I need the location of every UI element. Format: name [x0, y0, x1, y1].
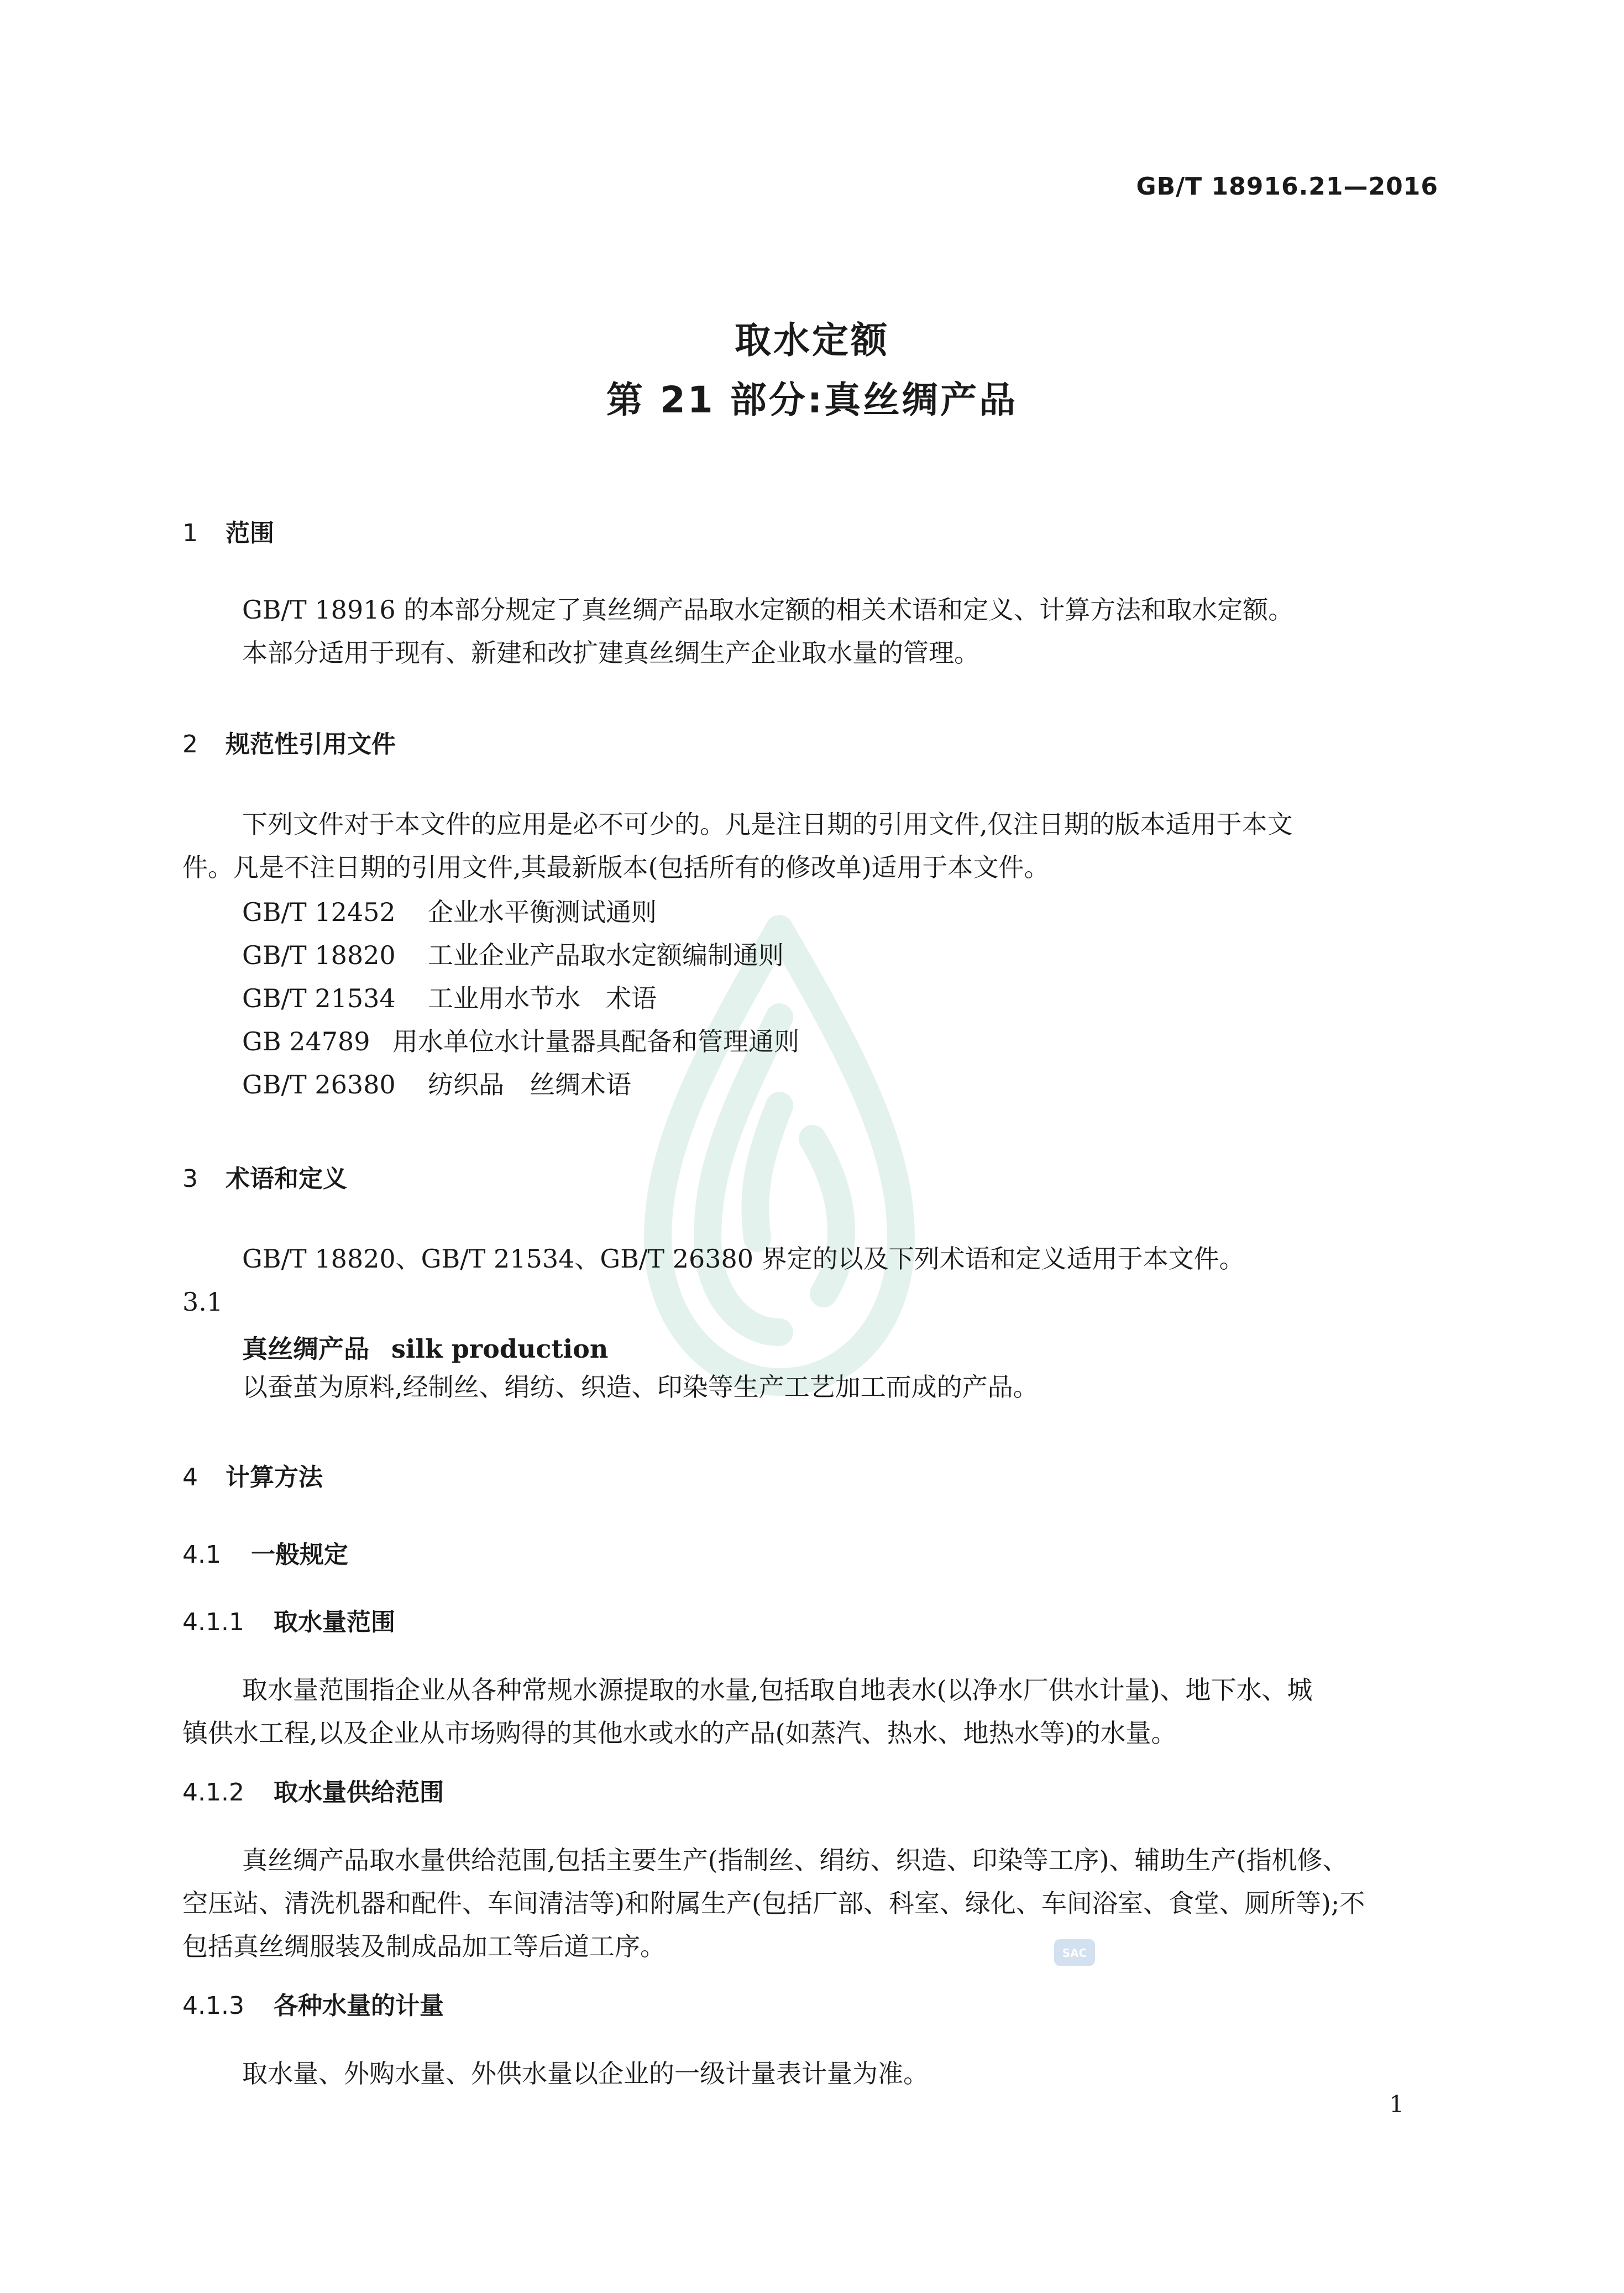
paragraph: 取水量范围指企业从各种常规水源提取的水量,包括取自地表水(以净水厂供水计量)、地下水、城	[242, 1675, 1313, 1705]
subsection-4-1-heading	[182, 1535, 348, 1570]
paragraph: 件。凡是不注日期的引用文件,其最新版本(包括所有的修改单)适用于本文件。	[182, 852, 1050, 882]
section-number: 4	[182, 1463, 198, 1491]
paragraph: 真丝绸产品取水量供给范围,包括主要生产(指制丝、绢纺、织造、印染等工序)、辅助生产(指机修、	[242, 1845, 1348, 1875]
section-title: 术语和定义	[226, 1165, 347, 1193]
reference-item	[242, 978, 657, 1015]
section-title: 计算方法	[226, 1463, 323, 1491]
subsection-4-1-3-heading	[182, 1986, 444, 2021]
section-number: 4.1	[182, 1541, 221, 1569]
document-title: 取水定额	[735, 319, 889, 362]
reference-item	[242, 935, 784, 972]
section-title: 各种水量的计量	[274, 1992, 444, 2020]
reference-name: 工业用水节水 术语	[428, 983, 657, 1013]
paragraph: 包括真丝绸服装及制成品加工等后道工序。	[182, 1931, 666, 1961]
section-number: 4.1.2	[182, 1778, 244, 1807]
section-3-heading	[182, 1159, 347, 1194]
reference-item	[242, 1065, 631, 1101]
section-title: 一般规定	[251, 1541, 348, 1569]
reference-code: GB/T 18820	[242, 940, 396, 970]
section-4-heading	[182, 1457, 323, 1493]
sac-stamp-icon	[1053, 1936, 1096, 1969]
section-1-heading	[182, 513, 274, 548]
section-title: 范围	[226, 519, 274, 547]
paragraph: 镇供水工程,以及企业从市场购得的其他水或水的产品(如蒸汽、热水、地热水等)的水量。	[182, 1718, 1177, 1748]
section-number: 4.1.3	[182, 1992, 244, 2020]
subsection-4-1-1-heading	[182, 1602, 395, 1637]
reference-name: 工业企业产品取水定额编制通则	[428, 940, 784, 970]
paragraph: 空压站、清洗机器和配件、车间清洁等)和附属生产(包括厂部、科室、绿化、车间浴室、食堂、厕所等);不	[182, 1888, 1365, 1918]
clause-number: 3.1	[182, 1287, 223, 1317]
paragraph: GB/T 18820、GB/T 21534、GB/T 26380 界定的以及下列术语和定义适用于本文件。	[242, 1244, 1245, 1274]
section-number: 3	[182, 1165, 198, 1193]
section-number: 2	[182, 730, 198, 758]
section-title: 取水量供给范围	[274, 1778, 444, 1807]
watermark-logo-icon	[625, 907, 934, 1404]
term-chinese: 真丝绸产品	[242, 1334, 369, 1364]
reference-code: GB/T 26380	[242, 1070, 396, 1100]
paragraph: GB/T 18916 的本部分规定了真丝绸产品取水定额的相关术语和定义、计算方法和取水定额。	[242, 595, 1294, 625]
subsection-4-1-2-heading	[182, 1772, 444, 1808]
standard-number: GB/T 18916.21—2016	[1136, 172, 1438, 201]
term-english: silk production	[391, 1334, 609, 1364]
section-number: 4.1.1	[182, 1608, 244, 1636]
reference-item	[242, 1022, 799, 1058]
reference-code: GB/T 12452	[242, 897, 396, 927]
reference-item	[242, 892, 657, 929]
term-entry	[242, 1329, 608, 1365]
reference-name: 用水单位水计量器具配备和管理通则	[392, 1027, 799, 1056]
reference-code: GB/T 21534	[242, 983, 396, 1013]
paragraph: 本部分适用于现有、新建和改扩建真丝绸生产企业取水量的管理。	[242, 638, 979, 668]
stamp-text: SAC	[1062, 1946, 1087, 1960]
paragraph: 下列文件对于本文件的应用是必不可少的。凡是注日期的引用文件,仅注日期的版本适用于本文	[242, 809, 1293, 839]
document-subtitle: 第 21 部分:真丝绸产品	[606, 379, 1018, 421]
reference-name: 企业水平衡测试通则	[428, 897, 657, 927]
section-title: 取水量范围	[274, 1608, 395, 1636]
paragraph: 取水量、外购水量、外供水量以企业的一级计量表计量为准。	[242, 2059, 929, 2088]
page-number: 1	[1389, 2091, 1404, 2118]
section-number: 1	[182, 519, 198, 547]
section-title: 规范性引用文件	[226, 730, 396, 758]
reference-name: 纺织品 丝绸术语	[428, 1070, 631, 1100]
reference-code: GB 24789	[242, 1027, 370, 1056]
term-definition: 以蚕茧为原料,经制丝、绢纺、织造、印染等生产工艺加工而成的产品。	[242, 1372, 1039, 1402]
section-2-heading	[182, 724, 396, 760]
